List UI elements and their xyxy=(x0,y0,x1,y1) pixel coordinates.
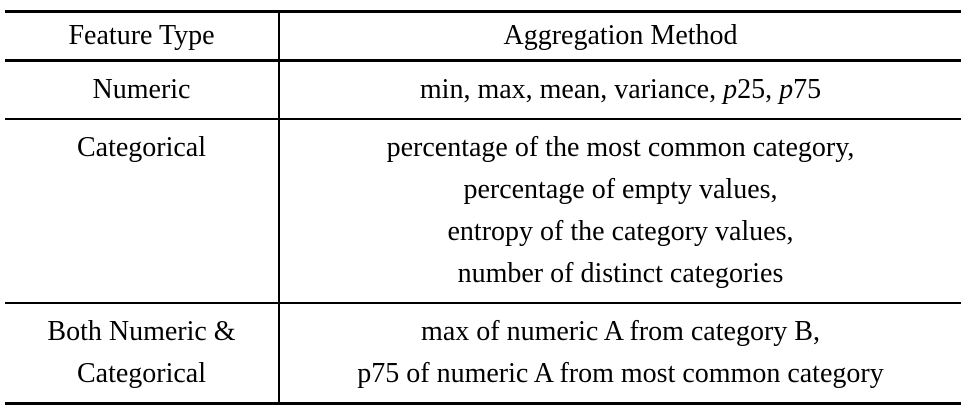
aggregation-method-cell xyxy=(278,304,961,402)
aggregation-method-line xyxy=(290,253,951,295)
text-segment: max of numeric A from category B, xyxy=(421,316,820,347)
column-header-feature-type: Feature Type xyxy=(68,20,215,51)
text-segment: percentage of empty values, xyxy=(463,174,778,205)
aggregation-method-line xyxy=(290,127,951,169)
aggregation-method-line xyxy=(290,353,951,395)
feature-type-line: Categorical xyxy=(76,132,207,163)
aggregation-method-line xyxy=(290,69,951,111)
text-segment: percentage of the most common category, xyxy=(386,132,855,163)
aggregation-method-cell xyxy=(278,120,961,302)
table-row xyxy=(5,120,961,304)
text-segment: entropy of the category values, xyxy=(447,216,794,247)
italic-text-segment: p xyxy=(723,74,738,105)
feature-type-line: Both Numeric & xyxy=(47,316,236,347)
aggregation-method-line xyxy=(290,311,951,353)
feature-aggregation-table xyxy=(5,10,961,405)
feature-type-cell xyxy=(5,120,278,176)
text-segment: min, max, mean, variance, xyxy=(419,74,724,105)
aggregation-method-line xyxy=(290,211,951,253)
column-header-aggregation-method: Aggregation Method xyxy=(278,13,961,59)
feature-type-cell xyxy=(5,62,278,118)
feature-type-line: Categorical xyxy=(76,358,207,389)
feature-type-line: Numeric xyxy=(92,74,191,105)
aggregation-method-cell xyxy=(278,62,961,118)
table-body xyxy=(5,62,961,402)
table-row xyxy=(5,62,961,120)
text-segment: , xyxy=(765,74,780,105)
text-segment: number of distinct categories xyxy=(457,258,784,289)
table-row xyxy=(5,304,961,402)
table-header-row xyxy=(5,13,961,62)
text-segment: p75 of numeric A from most common category xyxy=(357,358,884,389)
aggregation-method-line xyxy=(290,169,951,211)
italic-text-segment: p xyxy=(779,74,794,105)
text-segment: 25 xyxy=(737,74,766,105)
text-segment: 75 xyxy=(793,74,822,105)
feature-type-cell xyxy=(5,304,278,402)
